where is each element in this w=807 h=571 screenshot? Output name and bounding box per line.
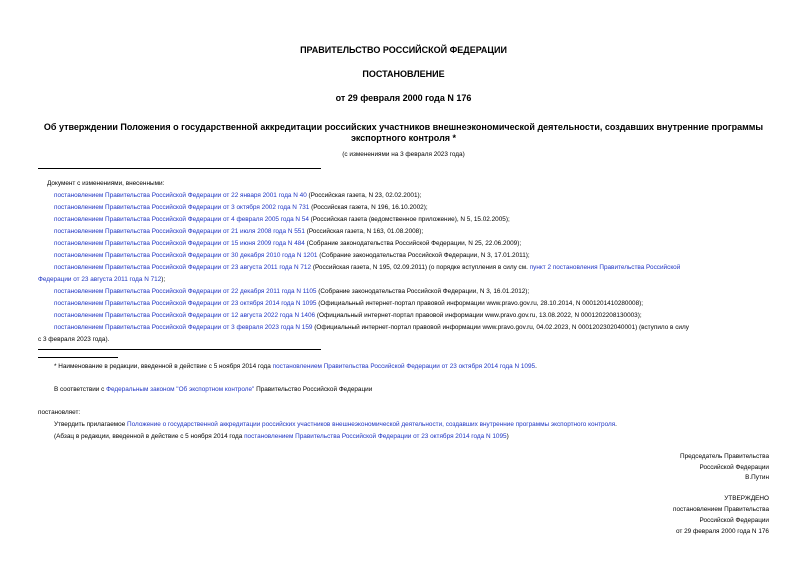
- changes-note: (с изменениями на 3 февраля 2023 года): [342, 151, 465, 158]
- list-item: постановлением Правительства Российской Федерации от 22 января 2001 года N 40 (Российская газета, N 23, 02.02.2001);: [54, 192, 422, 199]
- list-item-continuation: с 3 февраля 2023 года).: [38, 336, 110, 343]
- divider-bottom: [38, 349, 321, 350]
- approval-title: УТВЕРЖДЕНО: [724, 495, 769, 502]
- approval-line: постановлением Правительства: [673, 506, 769, 513]
- list-item: постановлением Правительства Российской Федерации от 12 августа 2022 года N 1406 (Официальный интернет-портал правовой информации www.pravo.gov.ru, 13.08.2022, N 0001202208130003);: [54, 312, 642, 319]
- list-item: постановлением Правительства Российской Федерации от 23 октября 2014 года N 1095 (Официальный интернет-портал правовой информации www.pravo.gov.ru, 28.10.2014, N 0001201410280008);: [54, 300, 644, 307]
- signature-position: Председатель Правительства: [680, 453, 769, 460]
- amendment-link[interactable]: постановлением Правительства Российской Федерации от 4 февраля 2005 года N 54: [54, 216, 309, 223]
- amendment-link[interactable]: постановлением Правительства Российской Федерации от 21 июля 2008 года N 551: [54, 228, 305, 235]
- signature-block: [680, 452, 769, 484]
- list-item: постановлением Правительства Российской Федерации от 15 июня 2009 года N 484 (Собрание законодательства Российской Федерации, N 25, 22.06.2009);: [54, 240, 522, 247]
- document-date: от 29 февраля 2000 года N 176: [335, 93, 472, 103]
- list-item: постановлением Правительства Российской Федерации от 21 июля 2008 года N 551 (Российская газета, N 163, 01.08.2008);: [54, 228, 424, 235]
- footnote: * Наименование в редакции, введенной в действие с 5 ноября 2014 года постановлением Правительства Российской Федерации от 23 октября 2014 года N 1095.: [54, 363, 537, 370]
- divider-top: [38, 168, 321, 169]
- list-item: постановлением Правительства Российской Федерации от 23 августа 2011 года N 712 (Российская газета, N 195, 02.09.2011) (о порядке вступления в силу см. пункт 2 постановления Правительства Российской: [54, 264, 681, 271]
- amendment-link[interactable]: постановлением Правительства Российской Федерации от 3 октября 2002 года N 731: [54, 204, 310, 211]
- edition-link[interactable]: постановлением Правительства Российской Федерации от 23 октября 2014 года N 1095: [244, 433, 507, 440]
- edition-note: (Абзац в редакции, введенной в действие с 5 ноября 2014 года постановлением Правительства Российской Федерации от 23 октября 2014 года N 1095): [54, 433, 509, 440]
- regulation-link[interactable]: Положение о государственной аккредитации российских участников внешнеэкономической деятельности, создавших внутренние программы экспортного контроля: [127, 421, 616, 428]
- amendment-link[interactable]: постановлением Правительства Российской Федерации от 22 января 2001 года N 40: [54, 192, 307, 199]
- list-item: постановлением Правительства Российской Федерации от 3 октября 2002 года N 731 (Российская газета, N 196, 16.10.2002);: [54, 204, 428, 211]
- federal-law-link[interactable]: Федеральным законом "Об экспортном контроле": [106, 386, 255, 393]
- approval-block: [673, 493, 769, 537]
- footnote-link[interactable]: постановлением Правительства Российской Федерации от 23 октября 2014 года N 1095: [272, 363, 536, 370]
- signature-org: Российской Федерации: [699, 463, 769, 471]
- document-title-line1: Об утверждении Положения о государственной аккредитации российских участников внешнеэкономической деятельности, создавших внутренние программы: [43, 122, 764, 132]
- approval-line: Российской Федерации: [699, 517, 769, 524]
- list-item: постановлением Правительства Российской Федерации от 30 декабря 2010 года N 1201 (Собрание законодательства Российской Федерации, N 3, 17.01.2011);: [54, 252, 530, 259]
- amendments-list-2: [54, 286, 689, 334]
- amendment-link[interactable]: постановлением Правительства Российской Федерации от 12 августа 2022 года N 1406: [54, 312, 316, 319]
- amendments-list: [54, 190, 680, 274]
- amendment-link[interactable]: постановлением Правительства Российской Федерации от 15 июня 2009 года N 484: [54, 240, 305, 247]
- amendment-link[interactable]: постановлением Правительства Российской Федерации от 3 февраля 2023 года N 159: [54, 324, 313, 331]
- amendment-link[interactable]: постановлением Правительства Российской Федерации от 23 августа 2011 года N 712: [54, 264, 312, 271]
- clause-link[interactable]: пункт 2 постановления Правительства Российской: [529, 264, 681, 271]
- document-title-line2: экспортного контроля *: [350, 133, 457, 143]
- amendment-link[interactable]: постановлением Правительства Российской Федерации от 22 декабря 2011 года N 1105: [54, 288, 317, 295]
- document-type: ПОСТАНОВЛЕНИЕ: [362, 69, 445, 79]
- amendments-intro: Документ с изменениями, внесенными:: [47, 180, 165, 187]
- decides-label: постановляет:: [38, 409, 81, 416]
- amendment-link[interactable]: постановлением Правительства Российской Федерации от 23 октября 2014 года N 1095: [54, 300, 317, 307]
- clause-link-continued[interactable]: Федерации от 23 августа 2011 года N 712: [38, 276, 162, 283]
- signature-name: В.Путин: [745, 474, 769, 481]
- resolution-clause: Утвердить прилагаемое Положение о государственной аккредитации российских участников внешнеэкономической деятельности, создавших внутренние программы экспортного контроля.: [54, 421, 617, 428]
- list-item: постановлением Правительства Российской Федерации от 22 декабря 2011 года N 1105 (Собрание законодательства Российской Федерации, N 3, 16.01.2012);: [54, 288, 530, 295]
- government-heading: ПРАВИТЕЛЬСТВО РОССИЙСКОЙ ФЕДЕРАЦИИ: [300, 45, 507, 55]
- preamble: В соответствии с Федеральным законом "Об экспортном контроле" Правительство Российской Федерации: [54, 386, 373, 393]
- approval-date: от 29 февраля 2000 года N 176: [676, 528, 769, 535]
- list-item-continuation: Федерации от 23 августа 2011 года N 712);: [38, 276, 166, 283]
- footnote-divider: [38, 357, 118, 358]
- list-item: постановлением Правительства Российской Федерации от 3 февраля 2023 года N 159 (Официальный интернет-портал правовой информации www.pravo.gov.ru, 04.02.2023, N 0001202302040001) (вступило в силу: [54, 324, 689, 331]
- list-item: постановлением Правительства Российской Федерации от 4 февраля 2005 года N 54 (Российская газета (ведомственное приложение), N 5, 15.02.2005);: [54, 216, 510, 223]
- amendment-link[interactable]: постановлением Правительства Российской Федерации от 30 декабря 2010 года N 1201: [54, 252, 318, 259]
